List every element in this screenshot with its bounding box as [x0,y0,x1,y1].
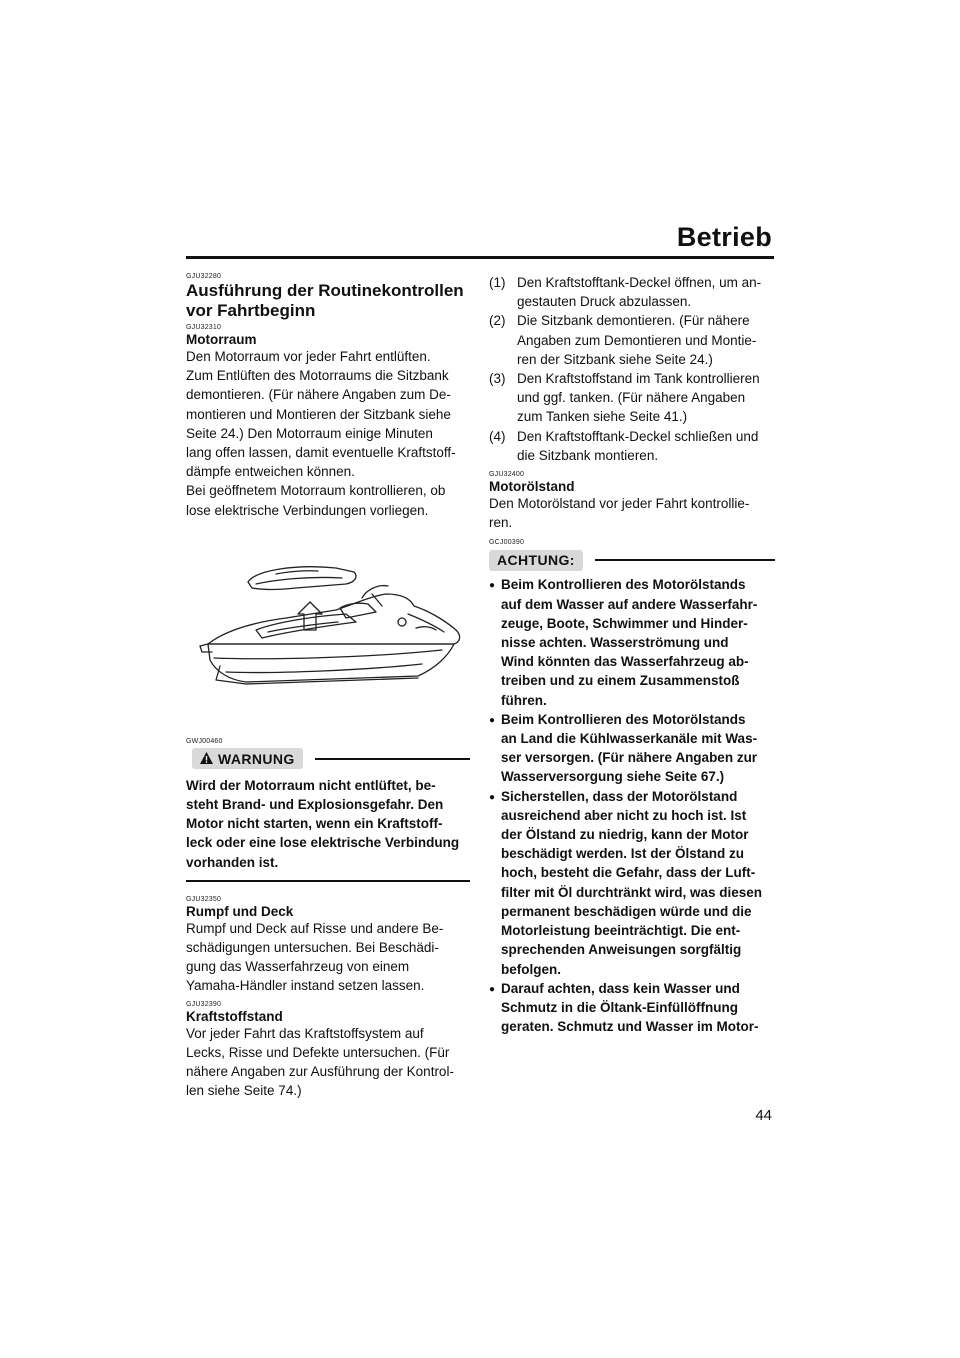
text-line: geraten. Schmutz und Wasser im Motor- [501,1019,759,1035]
text-line: Den Kraftstoffstand im Tank kontrollieren [517,371,760,387]
text-line: Angaben zum Demontieren und Montie- [517,332,757,348]
list-item [489,427,775,465]
rumpf-heading: Rumpf und Deck [186,903,294,919]
bullet-icon: ● [489,983,496,995]
text-line: Den Motorraum vor jeder Fahrt entlüften. [186,349,431,364]
text-line: Wind könnten das Wasserfahrzeug ab- [501,654,749,670]
rumpf-paragraph [186,919,470,996]
text-line: Sicherstellen, dass der Motorölstand [501,788,738,804]
kraftstoff-code: GJU32390 [186,1000,222,1008]
caution-rule [595,559,775,561]
rumpf-code: GJU32350 [186,895,222,903]
text-line: Vor jeder Fahrt das Kraftstoffsystem auf [186,1025,424,1041]
text-line: Beim Kontrollieren des Motorölstands [501,577,746,593]
warning-text [186,776,470,872]
list-item [489,273,775,311]
text-line: Seite 24.) Den Motorraum einige Minuten [186,425,433,441]
oel-heading: Motorölstand [489,479,575,495]
text-line: der Ölstand zu niedrig, kann der Motor [501,827,749,843]
text-line: Zum Entlüften des Motorraums die Sitzbank [186,368,449,384]
text-line: nähere Angaben zur Ausführung der Kontrol- [186,1064,454,1080]
warning-end-rule [186,880,470,882]
text-line: Den Motorölstand vor jeder Fahrt kontrollie- [489,496,750,512]
text-line: auf dem Wasser auf andere Wasserfahr- [501,596,758,612]
kraftstoff-paragraph [186,1024,470,1101]
motorraum-heading: Motorraum [186,332,257,347]
watercraft-seat-removal-illustration [186,534,470,724]
list-item [489,710,775,787]
text-line: dämpfe entweichen können. [186,464,355,480]
text-line: Motorleistung beeinträchtigt. Die ent- [501,923,741,939]
right-column [489,273,775,1036]
motorraum-code: GJU32310 [186,324,222,331]
text-line: schädigungen untersuchen. Bei Beschädi- [186,940,439,956]
bullet-icon: ● [489,580,496,592]
text-line: Rumpf und Deck auf Risse und andere Be- [186,920,444,936]
text-line: demontieren. (Für nähere Angaben zum De- [186,387,451,403]
bullet-icon: ● [489,714,496,726]
fuel-steps-list [489,273,775,465]
text-line: zum Tanken siehe Seite 41.) [517,409,688,425]
text-line: die Sitzbank montieren. [517,447,659,463]
text-line: Bei geöffnetem Motorraum kontrollieren, ob [186,483,446,499]
text-line: Wird der Motorraum nicht entlüftet, be- [186,777,436,793]
warning-badge [192,748,303,769]
list-item [489,311,775,369]
page-title: Betrieb [676,222,772,252]
warning-header [186,748,470,770]
text-line: montieren und Montieren der Sitzbank siehe [186,406,451,422]
text-line: Darauf achten, dass kein Wasser und [501,980,740,996]
caution-bullet-list [489,575,775,1036]
text-line: zeuge, Boote, Schwimmer und Hinder- [501,615,748,631]
title-rule [186,256,774,259]
text-line: Wasserversorgung siehe Seite 67.) [501,769,725,785]
kraftstoff-heading: Kraftstoffstand [186,1008,283,1024]
text-line: Motor nicht starten, wenn ein Kraftstoff- [186,816,443,832]
text-line: ausreichend aber nicht zu hoch ist. Ist [501,807,747,823]
text-line: ren. [489,515,513,531]
text-line: beschädigt werden. Ist der Ölstand zu [501,846,745,862]
warning-rule [315,758,470,760]
text-line: permanent beschädigen würde und die [501,903,752,919]
oel-paragraph [489,494,775,532]
text-line: ser versorgen. (Für nähere Angaben zur [501,750,758,766]
motorraum-paragraph [186,347,470,520]
step-number: (1) [489,275,506,290]
list-item [489,575,775,709]
step-number: (4) [489,428,506,444]
text-line: leck oder eine lose elektrische Verbindung [186,835,460,851]
text-line: gung das Wasserfahrzeug von einem [186,959,410,975]
text-line: filter mit Öl durchtränkt wird, was diesen [501,884,763,900]
text-line: hoch, besteht die Gefahr, dass der Luft- [501,865,756,881]
text-line: gestauten Druck abzulassen. [517,294,692,310]
text-line: len siehe Seite 74.) [186,1083,302,1099]
warning-label: WARNUNG [218,750,295,767]
text-line: Yamaha-Händler instand setzen lassen. [186,978,425,994]
text-line: sprechenden Anweisungen sorgfältig [501,942,742,958]
text-line: vorhanden ist. [186,854,279,870]
section-title-line-1: Ausführung der Routinekontrollen [186,281,464,300]
text-line: Lecks, Risse und Defekte untersuchen. (Für [186,1044,450,1060]
oel-code: GJU32400 [489,471,525,479]
text-line: ren der Sitzbank siehe Seite 24.) [517,351,713,367]
text-line: befolgen. [501,961,561,977]
text-line: treiben und zu einem Zusammenstoß [501,673,740,689]
text-line: Beim Kontrollieren des Motorölstands [501,711,746,727]
text-line: Den Kraftstofftank-Deckel schließen und [517,428,759,444]
step-number: (2) [489,313,506,329]
list-item [489,369,775,427]
bullet-icon: ● [489,791,496,803]
caution-label: ACHTUNG: [489,550,583,571]
text-line: führen. [501,692,547,708]
warning-code: GWJ00460 [186,737,223,745]
text-line: nisse achten. Wasserströmung und [501,635,729,651]
list-item [489,979,775,1037]
list-item [489,787,775,979]
left-column [186,272,470,1100]
section-code: GJU32280 [186,273,222,280]
text-line: steht Brand- und Explosionsgefahr. Den [186,797,444,813]
text-line: lose elektrische Verbindungen vorliegen. [186,502,429,518]
text-line: Schmutz in die Öltank-Einfüllöffnung [501,999,738,1015]
text-line: Die Sitzbank demontieren. (Für nähere [517,313,750,329]
warning-triangle-icon [199,751,214,765]
text-line: lang offen lassen, damit eventuelle Kraftstoff- [186,445,456,461]
text-line: und ggf. tanken. (Für nähere Angaben [517,390,746,406]
step-number: (3) [489,371,506,387]
caution-code: GCJ00390 [489,539,525,547]
text-line: an Land die Kühlwasserkanäle mit Was- [501,731,758,747]
section-title-line-2: vor Fahrtbeginn [186,301,316,320]
caution-header [489,549,775,571]
page-number: 44 [755,1107,772,1124]
text-line: Den Kraftstofftank-Deckel öffnen, um an- [517,275,762,290]
